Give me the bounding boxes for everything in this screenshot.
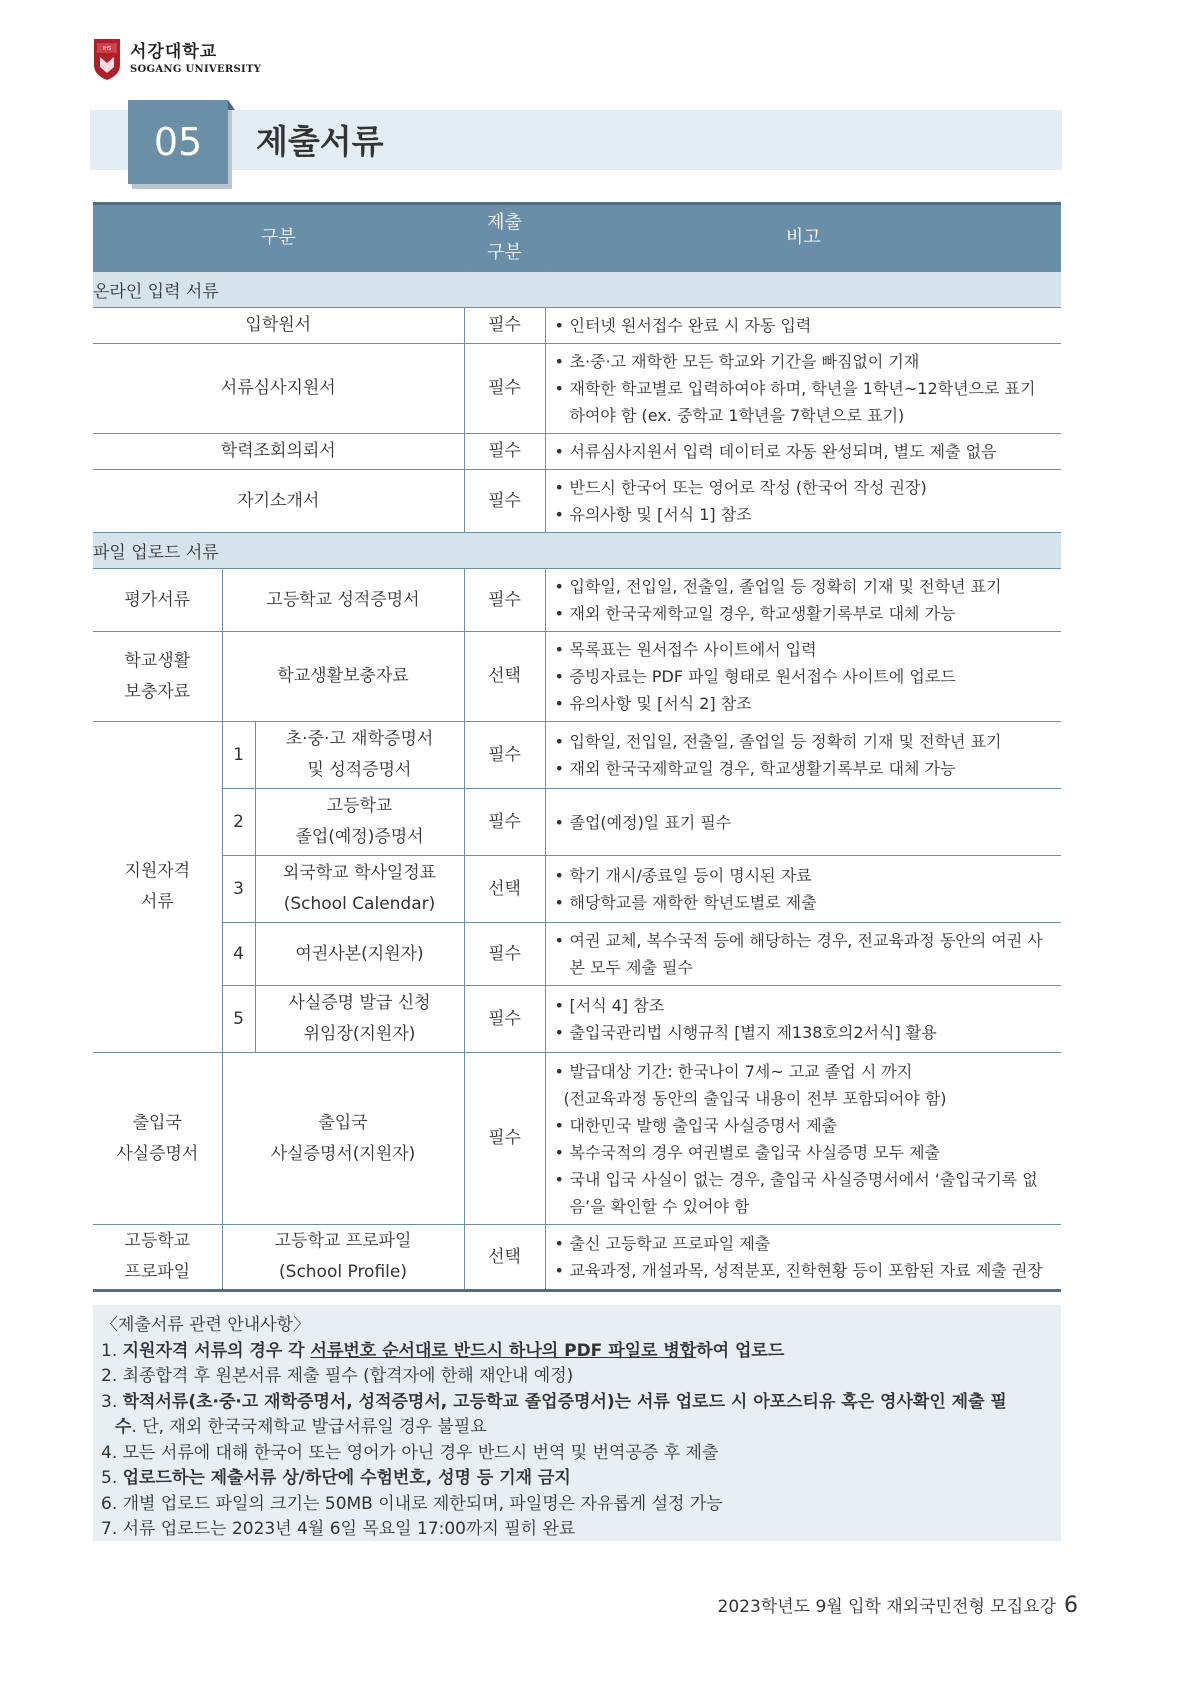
remark-item: • 학기 개시/종료일 등이 명시된 자료 [554, 862, 1058, 889]
notice-item-3 [101, 1390, 1053, 1416]
notice-item-7: 7. 서류 업로드는 2023년 4월 6일 목요일 17:00까지 필히 완료 [101, 1519, 576, 1539]
remark-item: • 서류심사지원서 입력 데이터로 자동 완성되며, 별도 제출 없음 [554, 438, 1058, 465]
doc-requirement: 필수 [464, 569, 545, 632]
university-name-korean: 서강대학교 [130, 41, 218, 62]
remark-item: • 유의사항 및 [서식 2] 참조 [554, 690, 1058, 717]
remark-item: • 출신 고등학교 프로파일 제출 [554, 1230, 1058, 1257]
doc-remarks [545, 470, 1061, 533]
documents-table [93, 202, 1061, 1292]
doc-name: 학력조회의뢰서 [93, 434, 464, 470]
group-row-online [93, 272, 1061, 308]
table-row [93, 722, 1061, 789]
doc-number: 2 [222, 789, 255, 856]
doc-remarks [545, 434, 1061, 470]
notice-title: 〈제출서류 관련 안내사항〉 [101, 1315, 311, 1335]
doc-requirement: 필수 [464, 722, 545, 789]
table-row [93, 632, 1061, 722]
doc-requirement: 선택 [464, 1225, 545, 1291]
remark-item: • 유의사항 및 [서식 1] 참조 [554, 501, 1058, 528]
remark-item: • 해당학교를 재학한 학년도별로 제출 [554, 889, 1058, 916]
doc-remarks [545, 1225, 1061, 1291]
notice-number: 5. [101, 1468, 123, 1488]
svg-text:IHS: IHS [102, 46, 112, 52]
doc-name [255, 856, 464, 923]
doc-name: 학교생활보충자료 [222, 632, 464, 722]
notice-number: 3. [101, 1391, 123, 1412]
table-row [93, 308, 1061, 344]
section-number: 05 [128, 100, 228, 184]
doc-remarks [545, 986, 1061, 1053]
doc-name [222, 1053, 464, 1225]
doc-requirement: 필수 [464, 308, 545, 344]
section-header-band [90, 110, 1062, 170]
doc-remarks [545, 1053, 1061, 1225]
section-title: 제출서류 [256, 122, 384, 161]
table-row [93, 986, 1061, 1053]
remark-item: • 초·중·고 재학한 모든 학교와 기간을 빠짐없이 기재 [554, 348, 1058, 375]
doc-name-line1: 사실증명 발급 신청 [288, 993, 431, 1013]
doc-category-line2: 서류 [140, 892, 174, 912]
page-footer [718, 1592, 1078, 1618]
doc-name [255, 923, 464, 986]
doc-requirement: 필수 [464, 923, 545, 986]
table-row [93, 856, 1061, 923]
doc-name: 서류심사지원서 [93, 344, 464, 434]
doc-category-line1: 지원자격 [124, 861, 191, 881]
notice-bold-text: 수 [115, 1417, 132, 1437]
doc-category: 평가서류 [93, 569, 222, 632]
table-row [93, 789, 1061, 856]
notice-box [93, 1305, 1061, 1541]
header-category: 구분 [93, 204, 464, 272]
doc-name [255, 722, 464, 789]
doc-number: 5 [222, 986, 255, 1053]
doc-requirement: 필수 [464, 1053, 545, 1225]
header-submission-line2: 구분 [487, 242, 522, 263]
doc-requirement: 선택 [464, 632, 545, 722]
remark-item: • 목록표는 원서접수 사이트에서 입력 [554, 636, 1058, 663]
university-name-english: SOGANG UNIVERSITY [130, 63, 262, 75]
remark-item: • 출입국관리법 시행규칙 [별지 제138호의2서식] 활용 [554, 1019, 1058, 1046]
doc-name-line1: 고등학교 프로파일 [274, 1231, 412, 1251]
remark-item: • 국내 입국 사실이 없는 경우, 출입국 사실증명서에서 ‘출입국기록 없 [554, 1166, 1058, 1193]
doc-name-line1: 외국학교 학사일정표 [282, 863, 437, 883]
doc-name: 고등학교 성적증명서 [222, 569, 464, 632]
remark-item-continued: 본 모두 제출 필수 [569, 958, 693, 977]
doc-name [255, 789, 464, 856]
doc-name [255, 986, 464, 1053]
doc-requirement: 선택 [464, 856, 545, 923]
doc-requirement: 필수 [464, 470, 545, 533]
doc-name: 입학원서 [93, 308, 464, 344]
notice-item-5 [101, 1466, 1053, 1492]
doc-remarks [545, 569, 1061, 632]
remark-item: • 증빙자료는 PDF 파일 형태로 원서접수 사이트에 업로드 [554, 663, 1058, 690]
table-row [93, 569, 1061, 632]
remark-item-continued: (전교육과정 동안의 출입국 내용이 전부 포함되어야 함) [563, 1088, 947, 1108]
header-remarks: 비고 [545, 204, 1061, 272]
doc-requirement: 필수 [464, 344, 545, 434]
doc-number: 1 [222, 722, 255, 789]
doc-name-line2: 졸업(예정)증명서 [295, 827, 424, 847]
notice-underlined-text: 서류번호 순서대로 반드시 하나의 PDF 파일로 병합 [310, 1340, 697, 1361]
doc-name: 자기소개서 [93, 470, 464, 533]
table-row [93, 923, 1061, 986]
doc-category [93, 1053, 222, 1225]
remark-item: • 재외 한국국제학교일 경우, 학교생활기록부로 대체 가능 [554, 755, 1058, 782]
table-row [93, 470, 1061, 533]
remark-item-continued: 하여야 함 (ex. 중학교 1학년을 7학년으로 표기) [569, 406, 905, 425]
notice-item-3-continued [101, 1415, 1053, 1441]
doc-remarks [545, 856, 1061, 923]
table-row [93, 1053, 1061, 1225]
doc-category-line2: 보충자료 [124, 681, 191, 702]
doc-category-line2: 사실증명서 [116, 1143, 199, 1164]
notice-bold-text: 지원자격 서류의 경우 각 [122, 1340, 311, 1361]
remark-item-continued: 음’을 확인할 수 있어야 함 [569, 1196, 750, 1216]
header-submission [464, 204, 545, 272]
notice-item-2: 2. 최종합격 후 원본서류 제출 필수 (합격자에 한해 재안내 예정) [101, 1366, 574, 1386]
table-row [93, 434, 1061, 470]
remark-item: • 재학한 학교별로 입력하여야 하며, 학년을 1학년~12학년으로 표기 [554, 375, 1058, 402]
notice-item-6: 6. 개별 업로드 파일의 크기는 50MB 이내로 제한되며, 파일명은 자유롭게 설정 가능 [101, 1493, 723, 1514]
doc-name-line2: (School Calendar) [283, 894, 436, 914]
remark-item: • 입학일, 전입일, 전출일, 졸업일 등 정확히 기재 및 전학년 표기 [554, 728, 1058, 755]
doc-name-line1: 출입국 [318, 1112, 368, 1133]
remark-item: • 졸업(예정)일 표기 필수 [554, 809, 1058, 836]
doc-remarks [545, 722, 1061, 789]
doc-remarks [545, 789, 1061, 856]
doc-name-line2: 및 성적증명서 [307, 760, 412, 780]
notice-bold-text: 하여 업로드 [696, 1340, 785, 1361]
section-number-fold [228, 100, 235, 110]
doc-name-line2: 사실증명서(지원자) [270, 1143, 416, 1164]
doc-name-line1: 초·중·고 재학증명서 [285, 729, 434, 749]
doc-category [93, 632, 222, 722]
doc-name-line2: 위임장(지원자) [303, 1024, 416, 1044]
remark-item: • 대한민국 발행 출입국 사실증명서 제출 [554, 1112, 1058, 1139]
group-row-upload [93, 533, 1061, 569]
doc-remarks [545, 923, 1061, 986]
remark-item: • 재외 한국국제학교일 경우, 학교생활기록부로 대체 가능 [554, 600, 1058, 627]
notice-item-1 [101, 1339, 1053, 1365]
remark-item: • 입학일, 전입일, 전출일, 졸업일 등 정확히 기재 및 전학년 표기 [554, 573, 1058, 600]
doc-requirement: 필수 [464, 434, 545, 470]
doc-name-line1: 고등학교 [326, 796, 393, 816]
table-row [93, 344, 1061, 434]
group-label-online: 온라인 입력 서류 [93, 272, 1061, 308]
remark-item: • 반드시 한국어 또는 영어로 작성 (한국어 작성 권장) [554, 474, 1058, 501]
university-crest-icon [92, 37, 122, 81]
doc-requirement: 필수 [464, 986, 545, 1053]
doc-remarks [545, 632, 1061, 722]
remark-item: • 인터넷 원서접수 완료 시 자동 입력 [554, 312, 1058, 339]
doc-remarks [545, 308, 1061, 344]
remark-item: • 여권 교체, 복수국적 등에 해당하는 경우, 전교육과정 동안의 여권 사 [554, 927, 1058, 954]
page-number: 6 [1064, 1593, 1078, 1618]
notice-item-4: 4. 모든 서류에 대해 한국어 또는 영어가 아닌 경우 반드시 번역 및 번역공증 후 제출 [101, 1442, 719, 1463]
header-submission-line1: 제출 [487, 212, 522, 233]
notice-text: . 단, 재외 한국국제학교 발급서류일 경우 불필요 [131, 1417, 487, 1437]
footer-title: 2023학년도 9월 입학 재외국민전형 모집요강 [717, 1597, 1056, 1617]
notice-bold-text: 업로드하는 제출서류 상/하단에 수험번호, 성명 등 기재 금지 [122, 1468, 571, 1488]
doc-number: 4 [222, 923, 255, 986]
doc-category-line1: 출입국 [132, 1112, 182, 1133]
table-header-row [93, 204, 1061, 272]
doc-name [222, 1225, 464, 1291]
doc-category [93, 1225, 222, 1291]
doc-category-line1: 고등학교 [124, 1231, 191, 1251]
doc-name-line2: (School Profile) [279, 1262, 407, 1282]
doc-number: 3 [222, 856, 255, 923]
remark-item: • [서식 4] 참조 [554, 992, 1058, 1019]
doc-category-line2: 프로파일 [124, 1262, 191, 1282]
university-logo [92, 34, 261, 84]
notice-bold-text: 학적서류(초·중·고 재학증명서, 성적증명서, 고등학교 졸업증명서)는 서류 업로드 시 아포스티유 혹은 영사확인 제출 필 [122, 1391, 1007, 1412]
group-label-upload: 파일 업로드 서류 [93, 533, 1061, 569]
remark-item: • 발급대상 기간: 한국나이 7세~ 고교 졸업 시 까지 [554, 1058, 1058, 1085]
doc-requirement: 필수 [464, 789, 545, 856]
notice-number: 1. [101, 1340, 123, 1361]
table-row [93, 1225, 1061, 1291]
doc-category-line1: 학교생활 [124, 650, 191, 671]
remark-item: • 복수국적의 경우 여권별로 출입국 사실증명 모두 제출 [554, 1139, 1058, 1166]
doc-category [93, 722, 222, 1053]
remark-item: • 교육과정, 개설과목, 성적분포, 진학현황 등이 포함된 자료 제출 권장 [554, 1257, 1058, 1284]
doc-name-line1: 여권사본(지원자) [295, 943, 424, 964]
doc-remarks [545, 344, 1061, 434]
